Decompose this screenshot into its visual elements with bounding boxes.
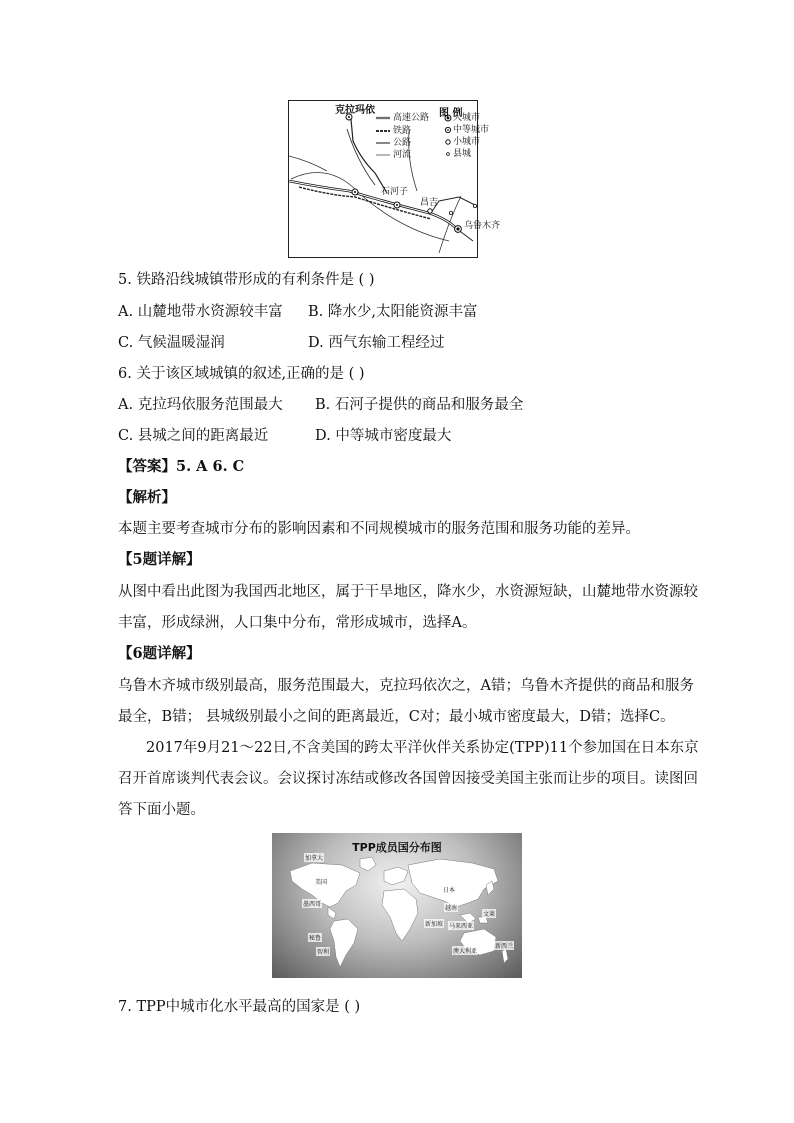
answer-line: 【答案】5. A 6. C	[118, 458, 245, 475]
map2-label-vietnam: 越南	[445, 905, 458, 912]
map1-lines	[289, 101, 477, 257]
map2-label-canada: 加拿大	[305, 855, 324, 862]
analysis-text: 本题主要考查城市分布的影响因素和不同规模城市的服务范围和服务功能的差异。	[118, 521, 640, 537]
map1-legend-county-town: 县城	[453, 149, 472, 159]
map1-legend-expressway: 高速公路	[393, 113, 430, 123]
map2-label-usa: 美国	[315, 879, 328, 886]
map2-label-mexico: 墨西哥	[303, 901, 322, 908]
map1-label-shihezi: 石河子	[381, 187, 409, 197]
map1-legend-small-city: 小城市	[453, 137, 481, 147]
analysis-heading: 【解析】	[118, 489, 176, 506]
map2-label-brunei: 文莱	[483, 911, 496, 918]
map1-legend-big-city: 大城市	[453, 113, 481, 123]
q5-detail-line-2: 丰富，形成绿洲，人口集中分布，常形成城市，选择A。	[118, 615, 477, 631]
map2-title: TPP成员国分布图	[352, 841, 442, 854]
q5-detail-heading: 【5题详解】	[118, 551, 201, 568]
q5-option-a: A. 山麓地带水资源较丰富	[118, 304, 283, 320]
q5-option-c: C. 气候温暖湿润	[118, 335, 225, 351]
map2-label-peru: 秘鲁	[309, 935, 322, 942]
q6-detail-line-1: 乌鲁木齐城市级别最高，服务范围最大，克拉玛依次之，A错；乌鲁木齐提供的商品和服务	[118, 678, 694, 694]
map1-label-karamay: 克拉玛依	[335, 105, 375, 116]
map2-label-new-zealand: 新西兰	[495, 943, 514, 950]
map2-label-japan: 日本	[443, 887, 456, 894]
q6-option-a: A. 克拉玛依服务范围最大	[118, 397, 283, 413]
map1-label-urumqi: 乌鲁木齐	[464, 221, 501, 231]
q6-detail-line-2: 最全，B错； 县城级别最小之间的距离最近，C对；最小城市密度最大，D错；选择C。	[118, 709, 675, 725]
map1-legend-highway: 公路	[393, 138, 412, 148]
passage-line-3: 答下面小题。	[118, 802, 205, 818]
map1-label-changji: 昌吉	[420, 198, 439, 208]
q5-detail-line-1: 从图中看出此图为我国西北地区，属于干旱地区，降水少，水资源短缺，山麓地带水资源较	[118, 584, 698, 600]
q5-stem: 5. 铁路沿线城镇带形成的有利条件是 ( )	[118, 272, 375, 288]
map1-legend-river: 河流	[393, 150, 412, 160]
q5-option-b: B. 降水少,太阳能资源丰富	[308, 304, 478, 320]
map2-label-chile: 智利	[317, 949, 330, 956]
tpp-map-figure	[272, 833, 522, 978]
q6-option-c: C. 县城之间的距离最近	[118, 428, 269, 444]
map1-legend-title: 图 例	[439, 108, 463, 119]
map2-label-australia: 澳大利亚	[453, 948, 478, 955]
q6-option-d: D. 中等城市密度最大	[315, 428, 452, 444]
urban-map-figure	[288, 100, 501, 258]
map1-legend-medium-city: 中等城市	[453, 125, 490, 135]
q6-stem: 6. 关于该区域城镇的叙述,正确的是 ( )	[118, 366, 365, 382]
map2-label-singapore: 新加坡	[425, 921, 444, 928]
map1-legend-railway: 铁路	[393, 126, 412, 136]
q6-detail-heading: 【6题详解】	[118, 645, 201, 662]
q7-stem: 7. TPP中城市化水平最高的国家是 ( )	[118, 999, 361, 1015]
passage-line-2: 召开首席谈判代表会议。会议探讨冻结或修改各国曾因接受美国主张而让步的项目。读图回	[118, 771, 698, 787]
q6-option-b: B. 石河子提供的商品和服务最全	[315, 397, 524, 413]
q5-option-d: D. 西气东输工程经过	[308, 335, 445, 351]
passage-line-1: 2017年9月21～22日,不含美国的跨太平洋伙伴关系协定(TPP)11个参加国在日本东京	[146, 740, 699, 756]
map2-label-malaysia: 马来西亚	[449, 923, 474, 930]
